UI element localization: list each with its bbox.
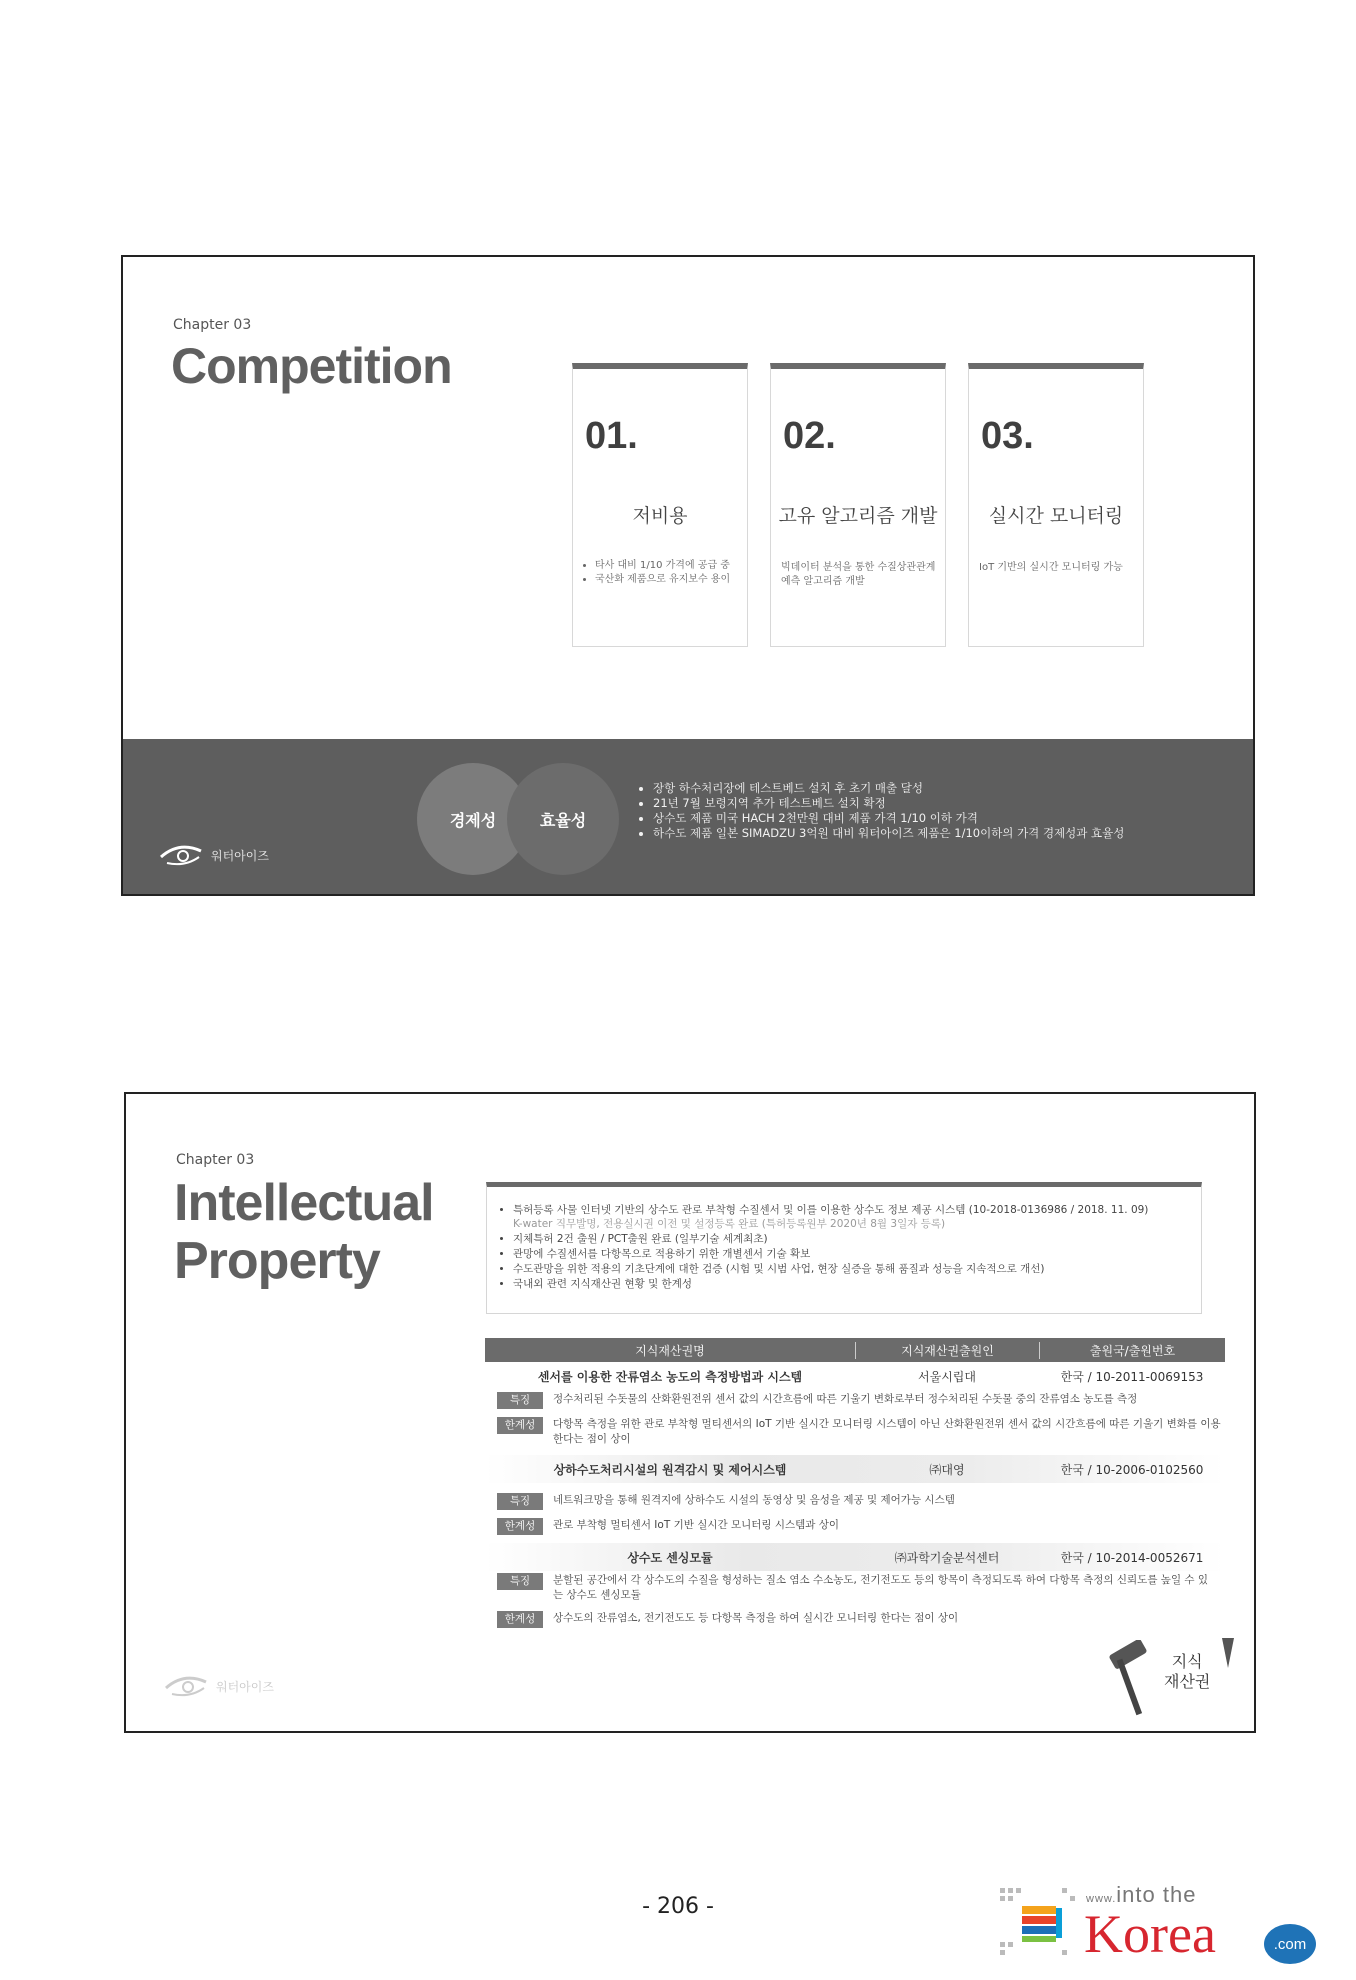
- pen-icon: [1220, 1636, 1236, 1670]
- ip-name: 센서를 이용한 잔류염소 농도의 측정방법과 시스템: [537, 1369, 803, 1384]
- card-title: 실시간 모니터링: [988, 505, 1124, 527]
- summary-bullet: • 하수도 제품 일본 SIMADZU 3억원 대비 워터아이즈 제품은 1/10이하의 가격 경제성과 효율성: [653, 826, 1124, 841]
- brand-into: into the: [1116, 1882, 1197, 1907]
- ip-bullet: • 수도관망을 위한 적용의 기초단계에 대한 검증 (시험 및 시범 사업, 현장 실증을 통해 품질과 성능을 지속적으로 개선): [513, 1262, 1201, 1277]
- brand-logo: [1000, 1880, 1330, 1970]
- ip-number: 한국 / 10-2006-0102560: [1060, 1462, 1204, 1477]
- page-number: - 206 -: [642, 1894, 714, 1919]
- slide-title: Competition: [171, 338, 452, 394]
- brand-korea: Korea: [1084, 1904, 1216, 1964]
- feature-text: 네트워크망을 통해 원격지에 상하수도 시설의 동영상 및 음성을 제공 및 제어가능 시스템: [553, 1494, 955, 1506]
- table-row: [485, 1455, 1225, 1483]
- card-number: 03.: [981, 415, 1034, 457]
- header-name: 지식재산권명: [635, 1343, 705, 1358]
- ip-badge: [1106, 1630, 1238, 1722]
- ip-bullet-sub: K-water 직무발명, 전용실시권 이전 및 설정등록 완료 (특허등록원부 2020년 8월 3일자 등록): [513, 1218, 946, 1230]
- limit-row: [497, 1518, 1225, 1535]
- ip-name: 상수도 센싱모듈: [627, 1550, 713, 1565]
- chapter-label: Chapter 03: [176, 1152, 255, 1168]
- ip-table: [485, 1338, 1225, 1636]
- badge-line-1: 지식: [1171, 1652, 1203, 1671]
- ip-bullet: • 관망에 수질센서를 다항목으로 적용하기 위한 개별센서 기술 확보: [513, 1247, 1201, 1262]
- ip-number: 한국 / 10-2011-0069153: [1060, 1369, 1204, 1384]
- limit-text: 상수도의 잔류염소, 전기전도도 등 다항목 측정을 하여 실시간 모니터링 한다는 점이 상이: [553, 1612, 959, 1624]
- company-logo: [164, 1674, 274, 1698]
- summary-bullet: • 장항 하수처리장에 테스트베드 설치 후 초기 매출 달성: [653, 781, 1124, 796]
- limit-tag: 한계성: [497, 1417, 543, 1434]
- card-01: [572, 363, 748, 647]
- card-text: IoT 기반의 실시간 모니터링 가능: [979, 562, 1123, 573]
- brand-mosaic-icon: [1000, 1888, 1080, 1968]
- chapter-label: Chapter 03: [173, 317, 252, 333]
- card-text: 빅데이터 분석을 통한 수질상관관계 예측 알고리즘 개발: [781, 562, 936, 587]
- ip-applicant: ㈜과학기술분석센터: [894, 1550, 1000, 1565]
- card-bullet: • 국산화 제품으로 유지보수 용이: [595, 573, 743, 587]
- summary-bullets: [639, 781, 1124, 841]
- logo-text: 워터아이즈: [211, 848, 269, 863]
- ip-applicant: 서울시립대: [918, 1369, 976, 1384]
- limit-row: [497, 1417, 1225, 1447]
- ip-bullet: • 특허등록 사물 인터넷 기반의 상수도 관로 부착형 수질센서 및 이를 이용한 상수도 정보 제공 시스템 (10-2018-0136986 / 2018. 11. 09): [513, 1203, 1201, 1218]
- brand-com: .com: [1264, 1924, 1316, 1964]
- logo-text: 워터아이즈: [216, 1679, 274, 1694]
- slide-title: [174, 1174, 434, 1290]
- feature-tag: 특징: [497, 1392, 543, 1409]
- card-number: 01.: [585, 415, 638, 457]
- feature-tag: 특징: [497, 1573, 543, 1590]
- feature-text: 분할된 공간에서 각 상수도의 수질을 형성하는 질소 염소 수소농도, 전기전도도 등의 항목이 측정되도록 하여 다항목 측정의 신뢰도를 높일 수 있는 상수도 센싱모듈: [553, 1574, 1209, 1601]
- gavel-icon: [1106, 1640, 1166, 1720]
- limit-tag: 한계성: [497, 1611, 543, 1628]
- efficiency-circle: 효율성: [507, 763, 619, 875]
- title-line-2: Property: [174, 1232, 380, 1290]
- intellectual-property-slide: [124, 1092, 1256, 1733]
- eye-logo-icon: [164, 1674, 210, 1698]
- limit-row: [497, 1611, 1225, 1628]
- limit-text: 관로 부착형 멀티센서 IoT 기반 실시간 모니터링 시스템과 상이: [553, 1519, 840, 1531]
- card-03: [968, 363, 1144, 647]
- table-row: [485, 1543, 1225, 1571]
- ip-bullets: [487, 1203, 1201, 1292]
- card-title: 고유 알고리즘 개발: [778, 505, 938, 527]
- feature-tag: 특징: [497, 1493, 543, 1510]
- badge-line-2: 재산권: [1164, 1672, 1211, 1691]
- ip-name: 상하수도처리시설의 원격감시 및 제어시스템: [553, 1462, 787, 1477]
- card-bullet: • 타사 대비 1/10 가격에 공급 중: [595, 559, 743, 573]
- feature-row: [497, 1392, 1225, 1409]
- feature-row: [497, 1573, 1225, 1603]
- feature-text: 정수처리된 수돗물의 산화환원전위 센서 값의 시간흐름에 따른 기울기 변화로부터 정수처리된 수돗물 중의 잔류염소 농도를 측정: [553, 1393, 1138, 1405]
- feature-row: [497, 1493, 1225, 1510]
- summary-bullet: • 21년 7월 보령지역 추가 테스트베드 설치 확정: [653, 796, 1124, 811]
- summary-bullet: • 상수도 제품 미국 HACH 2천만원 대비 제품 가격 1/10 이하 가격: [653, 811, 1124, 826]
- card-02: [770, 363, 946, 647]
- competition-slide: [121, 255, 1255, 896]
- ip-applicant: ㈜대영: [929, 1462, 965, 1477]
- company-logo: [159, 843, 269, 867]
- limit-text: 다항목 측정을 위한 관로 부착형 멀티센서의 IoT 기반 실시간 모니터링 시스템이 아닌 산화환원전위 센서 값의 시간흐름에 따른 기울기 변화를 이용한다는 점이 상이: [553, 1418, 1221, 1445]
- eye-logo-icon: [159, 843, 205, 867]
- summary-band: [123, 739, 1253, 896]
- title-line-1: Intellectual: [174, 1174, 434, 1232]
- brand-www: www.: [1086, 1893, 1117, 1905]
- header-number: 출원국/출원번호: [1039, 1342, 1225, 1359]
- card-number: 02.: [783, 415, 836, 457]
- limit-tag: 한계성: [497, 1518, 543, 1535]
- table-header: [485, 1338, 1225, 1362]
- ip-bullet: • 국내외 관련 지식재산권 현황 및 한계성: [513, 1277, 1201, 1292]
- card-bullets: [579, 559, 743, 587]
- ip-number: 한국 / 10-2014-0052671: [1060, 1550, 1204, 1565]
- header-applicant: 지식재산권출원인: [855, 1342, 1039, 1359]
- ip-bullet: • 지체특허 2건 출원 / PCT출원 완료 (일부기술 세계최초): [513, 1232, 1201, 1247]
- table-row: [485, 1362, 1225, 1390]
- economy-circle: 경제성: [417, 763, 529, 875]
- ip-summary-box: [486, 1182, 1202, 1314]
- card-title: 저비용: [632, 505, 688, 527]
